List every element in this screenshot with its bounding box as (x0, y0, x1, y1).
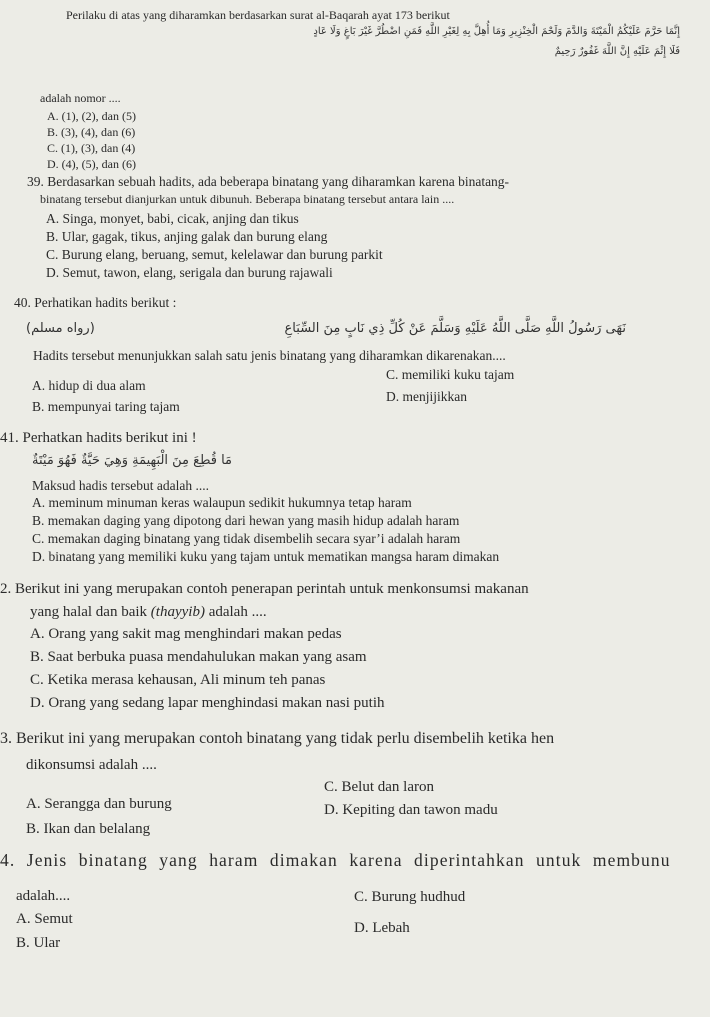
q38-option-b[interactable]: B. (3), (4), dan (6) (47, 125, 136, 139)
q40-option-a[interactable]: A. hidup di dua alam (32, 378, 146, 393)
q41-option-b[interactable]: B. memakan daging yang dipotong dari hewan yang masih hidup adalah haram (32, 513, 460, 528)
q39-option-d[interactable]: D. Semut, tawon, elang, serigala dan burung rajawali (46, 265, 333, 280)
q42-option-b[interactable]: B. Saat berbuka puasa mendahulukan makan yang asam (30, 649, 367, 665)
q42-option-d[interactable]: D. Orang yang sedang lapar menghindasi makan nasi putih (30, 695, 385, 711)
q40-option-b[interactable]: B. mempunyai taring tajam (32, 399, 180, 414)
q43-option-c[interactable]: C. Belut dan laron (324, 779, 434, 795)
q42-option-c[interactable]: C. Ketika merasa kehausan, Ali minum teh panas (30, 672, 326, 688)
q41-option-a[interactable]: A. meminum minuman keras walaupun sedikit hukumnya tetap haram (32, 495, 412, 510)
q38-option-d[interactable]: D. (4), (5), dan (6) (47, 157, 136, 171)
quran-verse-line-2: فَلَا إِثْمَ عَلَيْهِ إِنَّ اللَّهَ غَفُورٌ رَحِيمٌ (554, 46, 680, 57)
q38-stem: adalah nomor .... (40, 91, 121, 105)
q42-line-2-end: adalah .... (204, 604, 267, 620)
q39-line-1: 39. Berdasarkan sebuah hadits, ada beberapa binatang yang diharamkan karena binatang- (27, 174, 510, 189)
q44-option-b[interactable]: B. Ular (16, 935, 61, 951)
q43-line-1: 3. Berikut ini yang merupakan contoh binatang yang tidak perlu disembelih ketika hen (0, 730, 555, 747)
q43-line-2: dikonsumsi adalah .... (26, 757, 157, 773)
q40-hadith-arabic: نَهَى رَسُولُ اللَّهِ صَلَّى اللَّهُ عَلَيْهِ وَسَلَّمَ عَنْ كُلِّ ذِي نَابٍ مِنَ السِّبَاعِ (284, 321, 626, 336)
q43-option-b[interactable]: B. Ikan dan belalang (26, 821, 151, 837)
q43-option-d[interactable]: D. Kepiting dan tawon madu (324, 802, 498, 818)
q41-hadith-arabic: مَا قُطِعَ مِنَ الْبَهِيمَةِ وَهِيَ حَيَّةٌ فَهُوَ مَيْتَةٌ (32, 453, 233, 468)
q39-option-c[interactable]: C. Burung elang, beruang, semut, kelelawar dan burung parkit (46, 247, 383, 262)
q40-hadith-reference: (رواه مسلم) (26, 321, 95, 336)
q44-line-2: adalah.... (16, 888, 71, 904)
q40-option-c[interactable]: C. memiliki kuku tajam (386, 367, 515, 382)
q39-option-a[interactable]: A. Singa, monyet, babi, cicak, anjing dan tikus (46, 211, 299, 226)
q42-thayyib-term: (thayyib) (150, 604, 205, 620)
q44-option-c[interactable]: C. Burung hudhud (354, 889, 466, 905)
q39-line-2: binatang tersebut dianjurkan untuk dibunuh. Beberapa binatang tersebut antara lain .... (40, 192, 455, 206)
q42-line-1: 2. Berikut ini yang merupakan contoh penerapan perintah untuk menkonsumsi makanan (0, 581, 529, 597)
q41-stem: Maksud hadis tersebut adalah .... (32, 478, 209, 493)
q40-line-1: 40. Perhatikan hadits berikut : (14, 295, 177, 310)
q42-line-2-text: yang halal dan baik (30, 604, 151, 620)
q41-option-c[interactable]: C. memakan daging binatang yang tidak disembelih secara syar’i adalah haram (32, 531, 461, 546)
q41-line-1: 41. Perhatkan hadits berikut ini ! (0, 430, 197, 446)
quran-verse-line-1: إِنَّمَا حَرَّمَ عَلَيْكُمُ الْمَيْتَةَ وَالدَّمَ وَلَحْمَ الْخِنْزِيرِ وَمَا أُهِلَّ بِهِ لِغَيْرِ اللَّهِ فَمَنِ اضْطُرَّ غَيْرَ بَاغٍ وَلَا عَادٍ (313, 26, 680, 37)
header-text: Perilaku di atas yang diharamkan berdasarkan surat al-Baqarah ayat 173 berikut (66, 8, 450, 22)
q44-option-d[interactable]: D. Lebah (354, 920, 410, 936)
q40-option-d[interactable]: D. menjijikkan (386, 389, 467, 404)
q40-stem: Hadits tersebut menunjukkan salah satu jenis binatang yang diharamkan dikarenakan.... (33, 348, 506, 363)
q44-option-a[interactable]: A. Semut (16, 911, 73, 927)
q38-option-a[interactable]: A. (1), (2), dan (5) (47, 109, 136, 123)
q38-option-c[interactable]: C. (1), (3), dan (4) (47, 141, 136, 155)
q43-option-a[interactable]: A. Serangga dan burung (26, 796, 172, 812)
q39-option-b[interactable]: B. Ular, gagak, tikus, anjing galak dan burung elang (46, 229, 328, 244)
q42-option-a[interactable]: A. Orang yang sakit mag menghindari makan pedas (30, 626, 342, 642)
q44-line-1: 4. Jenis binatang yang haram dimakan karena diperintahkan untuk membunu (0, 850, 671, 870)
q42-line-2 (30, 605, 267, 620)
q41-option-d[interactable]: D. binatang yang memiliki kuku yang tajam untuk mematikan mangsa haram dimakan (32, 549, 500, 564)
